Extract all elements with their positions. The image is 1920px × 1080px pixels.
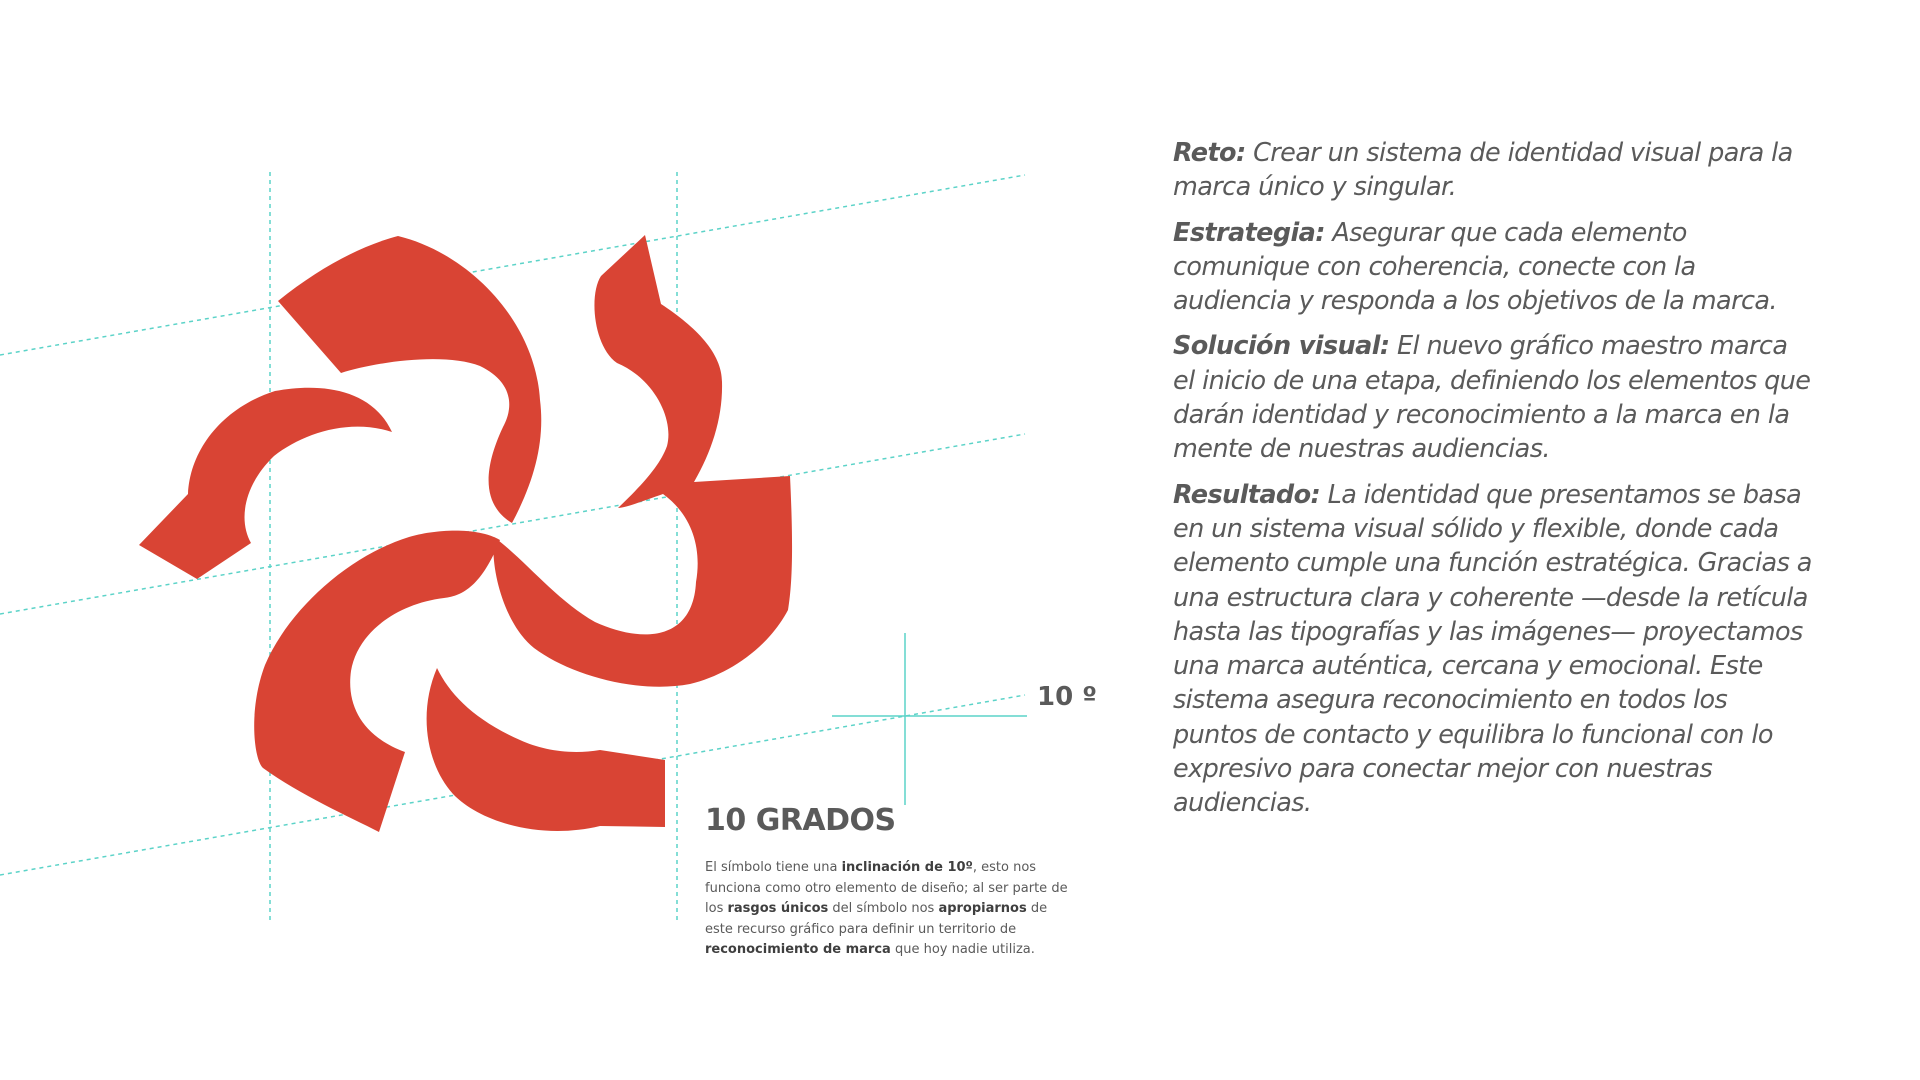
grados-text: El símbolo tiene una xyxy=(705,860,842,875)
section-soluciónvisual xyxy=(1173,329,1813,466)
grados-text: , esto nos funciona como otro elemento de diseño; al ser parte de los xyxy=(705,860,1068,916)
grados-emphasis: inclinación de 10º xyxy=(841,860,973,875)
section-term: Reto: xyxy=(1173,138,1246,168)
section-body: Asegurar que cada elemento comunique con coherencia, conecte con la audiencia y responda a los objetivos de la marca. xyxy=(1173,217,1777,317)
case-study-text xyxy=(1173,136,1813,832)
grados-emphasis: rasgos únicos xyxy=(727,901,829,916)
section-term: Resultado: xyxy=(1173,479,1321,510)
symbol-blade-bottom-hook xyxy=(427,668,665,831)
section-term: Estrategia: xyxy=(1173,217,1325,248)
grados-emphasis: apropiarnos xyxy=(938,901,1027,916)
grados-emphasis: reconocimiento de marca xyxy=(705,942,891,957)
section-resultado xyxy=(1173,478,1813,821)
section-estrategia xyxy=(1173,216,1813,319)
section-term: Solución visual: xyxy=(1173,331,1390,362)
grados-text: de este recurso gráfico para definir un territorio de xyxy=(705,901,1048,937)
pinwheel-symbol-icon xyxy=(139,235,792,832)
grados-description xyxy=(705,858,1075,961)
section-body: Crear un sistema de identidad visual para la marca único y singular. xyxy=(1173,138,1793,203)
grados-text: que hoy nadie utiliza. xyxy=(890,942,1035,957)
section-body: El nuevo gráfico maestro marca el inicio de una etapa, definiendo los elementos que darán identidad y reconocimiento a la marca en la mente de nuestras audiencias. xyxy=(1173,331,1811,465)
angle-label: 10 º xyxy=(1037,682,1097,712)
grados-heading: 10 GRADOS xyxy=(705,803,896,838)
symbol-blade-right xyxy=(493,235,792,687)
section-body: La identidad que presentamos se basa en un sistema visual sólido y flexible, donde cada elemento cumple una función estratégica. Gracias a una estructura clara y coherente —desde la retícula hasta las tipografías y las imágenes— proyectamos una marca auténtica, cercana y emocional. Este sistema asegura reconocimiento en todos los puntos de contacto y equilibra lo funcional con lo expresivo para conectar mejor con nuestras audiencias. xyxy=(1173,479,1812,819)
symbol-blade-tail-left xyxy=(139,388,392,579)
symbol-blade-top-left xyxy=(278,236,541,523)
grados-text: del símbolo nos xyxy=(828,901,939,916)
section-reto xyxy=(1173,136,1813,205)
